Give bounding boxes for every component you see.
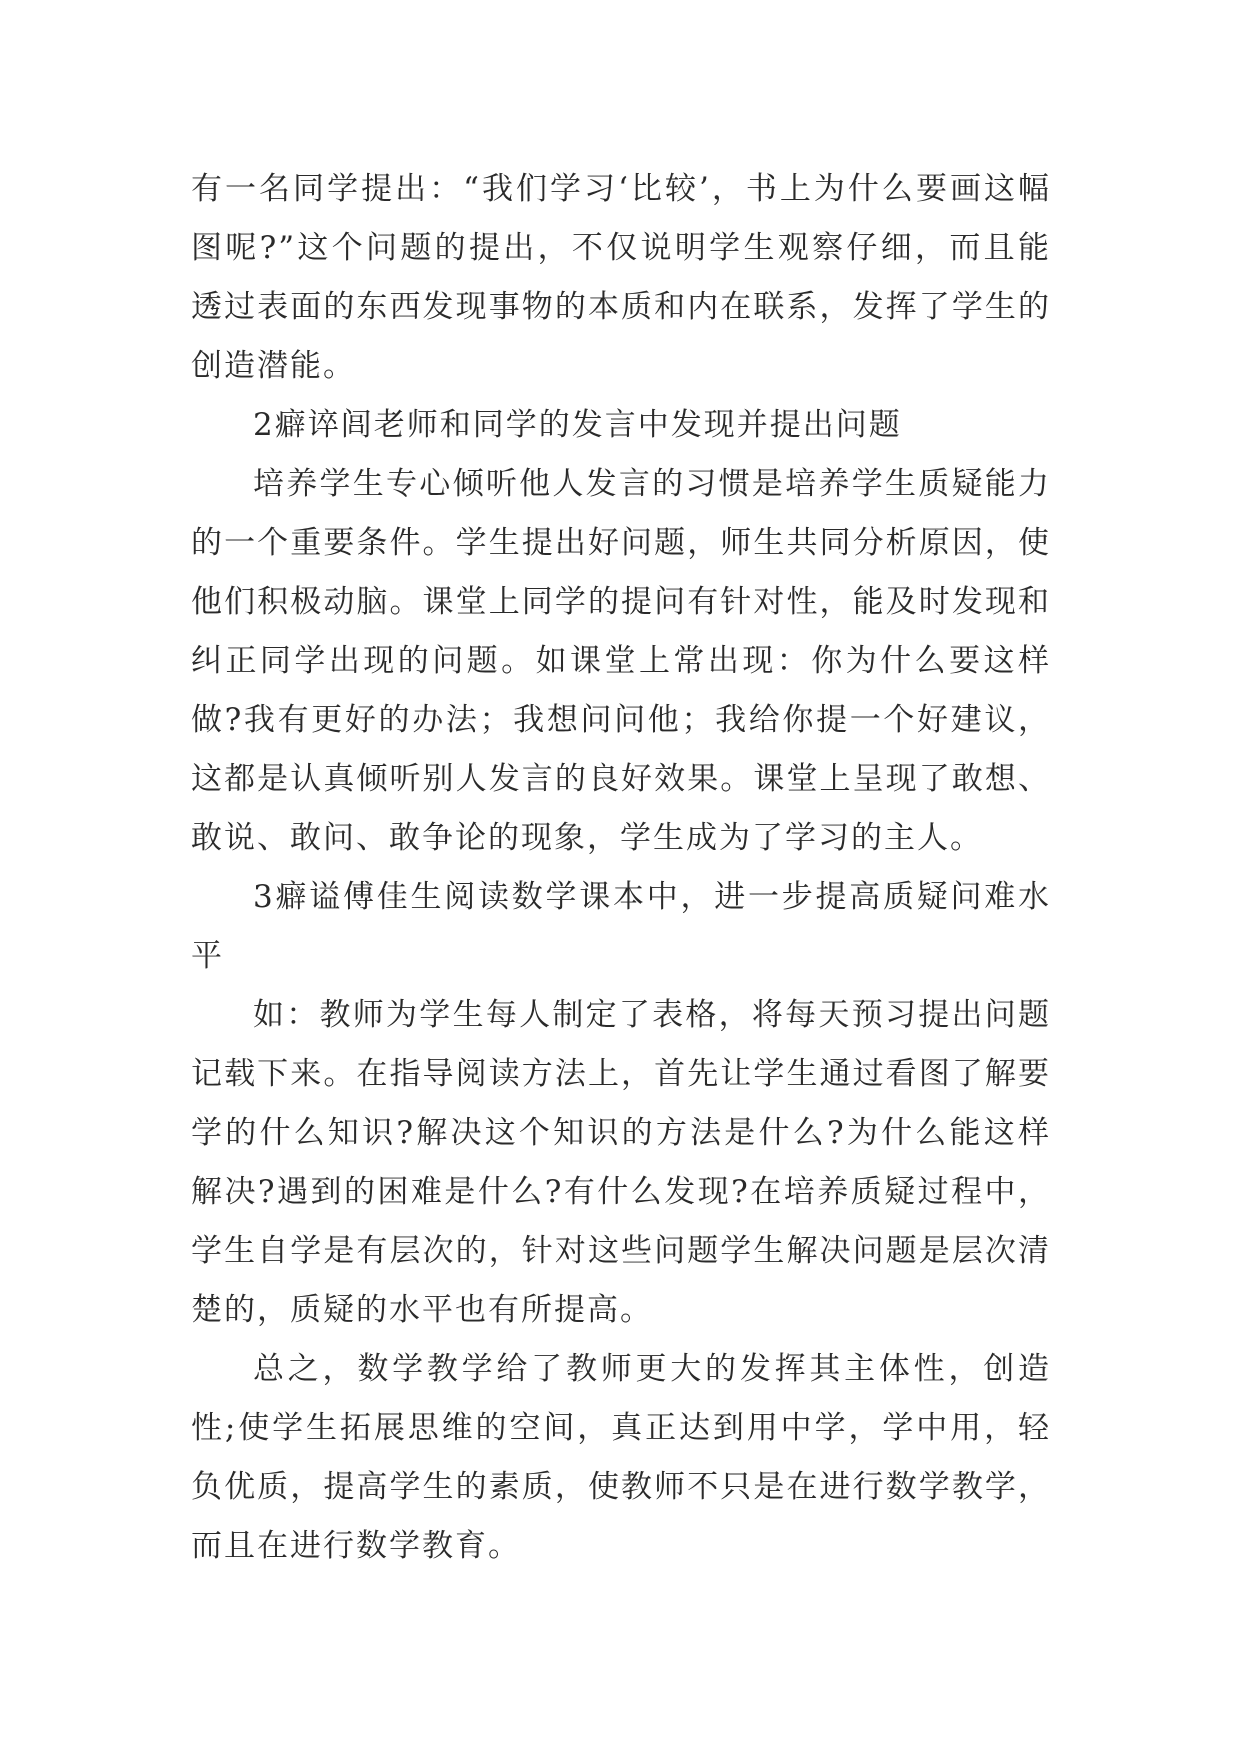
section-heading-3: 3癖谥傅佳生阅读数学课本中，进一步提高质疑问难水平 xyxy=(191,879,1051,974)
paragraph-reading: 如：教师为学生每人制定了表格，将每天预习提出问题记载下来。在指导阅读方法上，首先让学生通过看图了解要学的什么知识?解决这个知识的方法是什么?为什么能这样解决?遇到的困难是什么?有什么发现?在培养质疑过程中，学生自学是有层次的，针对这些问题学生解决问题是层次清楚的，质疑的水平也有所提高。 xyxy=(191,997,1051,1328)
paragraph-listening: 培养学生专心倾听他人发言的习惯是培养学生质疑能力的一个重要条件。学生提出好问题，师生共同分析原因，使他们积极动脑。课堂上同学的提问有针对性，能及时发现和纠正同学出现的问题。如课堂上常出现：你为什么要这样做?我有更好的办法；我想问问他；我给你提一个好建议，这都是认真倾听别人发言的良好效果。课堂上呈现了敢想、敢说、敢问、敢争论的现象，学生成为了学习的主人。 xyxy=(191,466,1051,856)
paragraph-conclusion: 总之，数学教学给了教师更大的发挥其主体性，创造性;使学生拓展思维的空间，真正达到用中学，学中用，轻负优质，提高学生的素质，使教师不只是在进行数学教学，而且在进行数学教育。 xyxy=(191,1351,1051,1564)
section-heading-2: 2癖谇闾老师和同学的发言中发现并提出问题 xyxy=(253,407,902,443)
paragraph-continuation: 有一名同学提出：“我们学习‘比较’，书上为什么要画这幅图呢?”这个问题的提出，不仅说明学生观察仔细，而且能透过表面的东西发现事物的本质和内在联系，发挥了学生的创造潜能。 xyxy=(191,171,1051,384)
document-body xyxy=(191,160,1051,1576)
